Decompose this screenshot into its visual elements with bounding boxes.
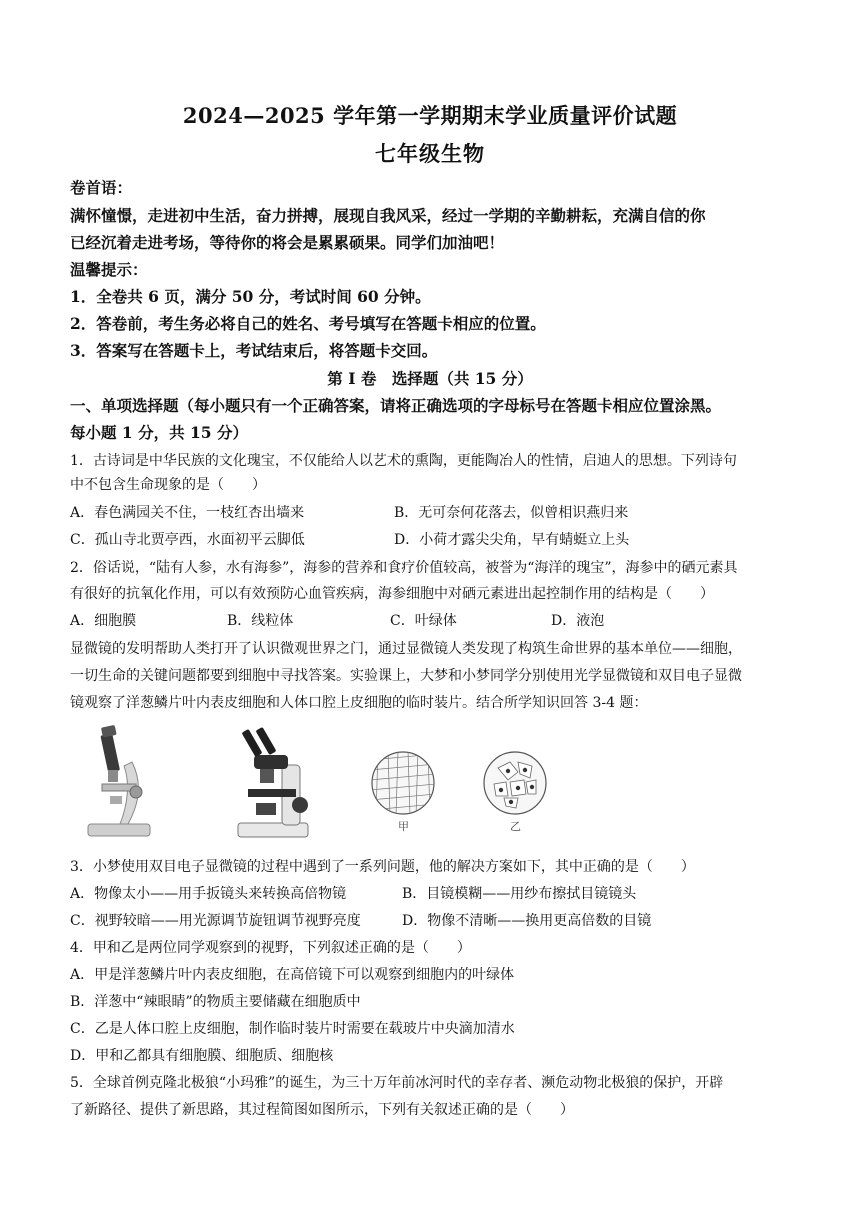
onion-cells-view-jia bbox=[370, 750, 436, 816]
preface-heading: 卷首语： bbox=[70, 178, 133, 197]
exam-subject: 七年级生物 bbox=[375, 141, 485, 166]
q4-option-d: D．甲和乙都具有细胞膜、细胞质、细胞核 bbox=[70, 1048, 334, 1064]
section-heading-line-1: 一、单项选择题（每小题只有一个正确答案，请将正确选项的字母标号在答题卡相应位置涂黑。 bbox=[70, 396, 722, 415]
q3-option-a: A．物像太小——用手扳镜头来转换高倍物镜 bbox=[70, 886, 347, 902]
cheek-cells-view-yi bbox=[482, 750, 548, 816]
tip-item-2: 2．答卷前，考生务必将自己的姓名、考号填写在答题卡相应的位置。 bbox=[70, 314, 546, 333]
q1-option-c: C．孤山寺北贾亭西，水面初平云脚低 bbox=[70, 532, 305, 548]
q3-option-c: C．视野较暗——用光源调节旋钮调节视野亮度 bbox=[70, 913, 361, 929]
q4-option-c: C．乙是人体口腔上皮细胞，制作临时装片时需要在载玻片中央滴加清水 bbox=[70, 1021, 515, 1037]
q1-option-d: D．小荷才露尖尖角，早有蜻蜓立上头 bbox=[394, 532, 630, 548]
preface-line-1: 满怀憧憬，走进初中生活，奋力拼搏，展现自我风采，经过一学期的辛勤耕耘，充满自信的你 bbox=[70, 206, 706, 225]
q2-option-c: C．叶绿体 bbox=[390, 613, 457, 629]
exam-title: 2024—2025 学年第一学期期末学业质量评价试题 bbox=[182, 103, 678, 128]
label-yi: 乙 bbox=[510, 820, 521, 833]
q3-option-b: B．目镜模糊——用纱布擦拭目镜镜头 bbox=[402, 886, 637, 902]
section-heading-line-2: 每小题 1 分，共 15 分） bbox=[70, 423, 248, 442]
optical-microscope-illustration bbox=[80, 722, 160, 842]
context-line-2: 一切生命的关键问题都要到细胞中寻找答案。实验课上，大梦和小梦同学分别使用光学显微镜和双目电子显微 bbox=[70, 668, 742, 684]
q2-option-b: B．线粒体 bbox=[227, 613, 294, 629]
q1-stem-line-2: 中不包含生命现象的是（ ） bbox=[70, 477, 266, 493]
q4-stem: 4．甲和乙是两位同学观察到的视野，下列叙述正确的是（ ） bbox=[70, 940, 471, 956]
q4-option-b: B．洋葱中“辣眼睛”的物质主要储藏在细胞质中 bbox=[70, 994, 361, 1010]
tips-heading: 温馨提示： bbox=[70, 260, 148, 279]
q2-stem-line-2: 有很好的抗氧化作用，可以有效预防心血管疾病，海参细胞中对硒元素进出起控制作用的结构是（ ） bbox=[70, 586, 714, 602]
q2-option-a: A．细胞膜 bbox=[70, 613, 137, 629]
part1-title: 第 I 卷 选择题（共 15 分） bbox=[327, 369, 533, 388]
q1-option-a: A．春色满园关不住，一枝红杏出墙来 bbox=[70, 505, 305, 521]
q4-option-a: A．甲是洋葱鳞片叶内表皮细胞，在高倍镜下可以观察到细胞内的叶绿体 bbox=[70, 967, 515, 983]
context-line-1: 显微镜的发明帮助人类打开了认识微观世界之门，通过显微镜人类发现了构筑生命世界的基本单位——细胞， bbox=[70, 641, 742, 657]
preface-line-2: 已经沉着走进考场，等待你的将会是累累硕果。同学们加油吧！ bbox=[70, 233, 505, 252]
label-jia: 甲 bbox=[398, 820, 409, 833]
q2-option-d: D．液泡 bbox=[551, 613, 605, 629]
tip-item-1: 1．全卷共 6 页，满分 50 分，考试时间 60 分钟。 bbox=[70, 287, 431, 306]
q3-stem: 3．小梦使用双目电子显微镜的过程中遇到了一系列问题，他的解决方案如下，其中正确的是（ ） bbox=[70, 859, 695, 875]
q1-option-b: B．无可奈何花落去，似曾相识燕归来 bbox=[394, 505, 629, 521]
q1-stem-line-1: 1．古诗词是中华民族的文化瑰宝，不仅能给人以艺术的熏陶，更能陶冶人的性情，启迪人的思想。下列诗句 bbox=[70, 453, 737, 469]
context-line-3: 镜观察了洋葱鳞片叶内表皮细胞和人体口腔上皮细胞的临时装片。结合所学知识回答 3-4 题： bbox=[70, 695, 648, 711]
q5-stem-line-2: 了新路径、提供了新思路，其过程简图如图所示，下列有关叙述正确的是（ ） bbox=[70, 1102, 574, 1118]
q3-option-d: D．物像不清晰——换用更高倍数的目镜 bbox=[402, 913, 652, 929]
q2-stem-line-1: 2．俗话说，“陆有人参，水有海参”，海参的营养和食疗价值较高，被誉为“海洋的瑰宝”，海参中的硒元素具 bbox=[70, 560, 738, 576]
q5-stem-line-1: 5．全球首例克隆北极狼“小玛雅”的诞生，为三十万年前冰河时代的幸存者、濒危动物北极狼的保护，开辟 bbox=[70, 1075, 724, 1091]
binocular-microscope-illustration bbox=[230, 725, 322, 841]
tip-item-3: 3．答案写在答题卡上，考试结束后，将答题卡交回。 bbox=[70, 341, 438, 360]
